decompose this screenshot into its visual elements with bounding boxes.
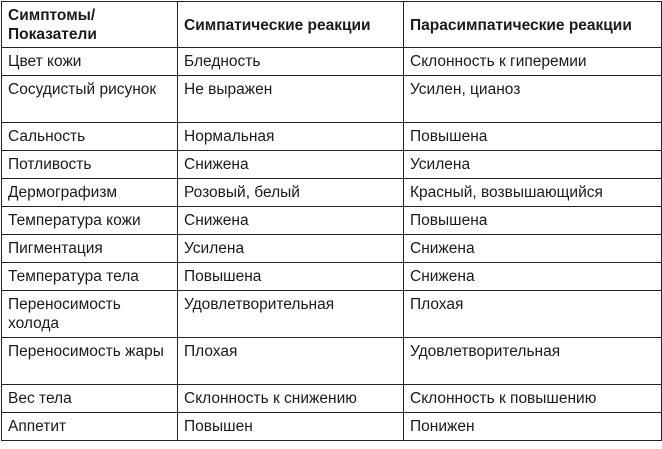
symptom-cell: Переносимость жары <box>2 338 178 385</box>
table-row <box>2 338 662 385</box>
symptom-cell: Потливость <box>2 151 178 179</box>
parasympathetic-cell: Склонность к гиперемии <box>404 48 662 76</box>
header-sympathetic <box>178 2 404 48</box>
table-row <box>2 263 662 291</box>
parasympathetic-cell: Склонность к повышению <box>404 385 662 413</box>
symptom-cell: Дермографизм <box>2 179 178 207</box>
sympathetic-cell: Снижена <box>178 151 404 179</box>
parasympathetic-cell: Снижена <box>404 235 662 263</box>
table-row <box>2 207 662 235</box>
symptom-cell: Переносимость холода <box>2 291 178 338</box>
header-symptoms <box>2 2 178 48</box>
table-row <box>2 151 662 179</box>
table-row <box>2 76 662 123</box>
sympathetic-cell: Не выражен <box>178 76 404 123</box>
table-row <box>2 179 662 207</box>
parasympathetic-cell: Повышена <box>404 207 662 235</box>
sympathetic-cell: Бледность <box>178 48 404 76</box>
symptom-cell: Сосудистый рисунок <box>2 76 178 123</box>
sympathetic-cell: Нормальная <box>178 123 404 151</box>
parasympathetic-cell: Усилена <box>404 151 662 179</box>
sympathetic-cell: Повышен <box>178 413 404 441</box>
header-sympathetic-label: Симпатические реакции <box>184 16 371 34</box>
sympathetic-cell: Удовлетворительная <box>178 291 404 338</box>
table-row <box>2 413 662 441</box>
parasympathetic-cell: Плохая <box>404 291 662 338</box>
header-parasympathetic <box>404 2 662 48</box>
symptoms-table <box>1 1 662 441</box>
parasympathetic-cell: Понижен <box>404 413 662 441</box>
parasympathetic-cell: Удовлетворительная <box>404 338 662 385</box>
symptom-cell: Температура тела <box>2 263 178 291</box>
sympathetic-cell: Усилена <box>178 235 404 263</box>
header-parasympathetic-label: Парасимпатические реакции <box>410 16 632 34</box>
symptom-cell: Сальность <box>2 123 178 151</box>
symptom-cell: Пигментация <box>2 235 178 263</box>
parasympathetic-cell: Снижена <box>404 263 662 291</box>
sympathetic-cell: Снижена <box>178 207 404 235</box>
header-symptoms-label: Симптомы/ Показатели <box>8 7 97 43</box>
sympathetic-cell: Плохая <box>178 338 404 385</box>
sympathetic-cell: Повышена <box>178 263 404 291</box>
symptom-cell: Аппетит <box>2 413 178 441</box>
table-row <box>2 235 662 263</box>
symptom-cell: Вес тела <box>2 385 178 413</box>
parasympathetic-cell: Красный, возвышающийся <box>404 179 662 207</box>
table-row <box>2 291 662 338</box>
symptom-cell: Цвет кожи <box>2 48 178 76</box>
table-row <box>2 123 662 151</box>
parasympathetic-cell: Усилен, цианоз <box>404 76 662 123</box>
sympathetic-cell: Склонность к снижению <box>178 385 404 413</box>
sympathetic-cell: Розовый, белый <box>178 179 404 207</box>
table-row <box>2 385 662 413</box>
parasympathetic-cell: Повышена <box>404 123 662 151</box>
table-row <box>2 48 662 76</box>
symptom-cell: Температура кожи <box>2 207 178 235</box>
table-header-row <box>2 2 662 48</box>
